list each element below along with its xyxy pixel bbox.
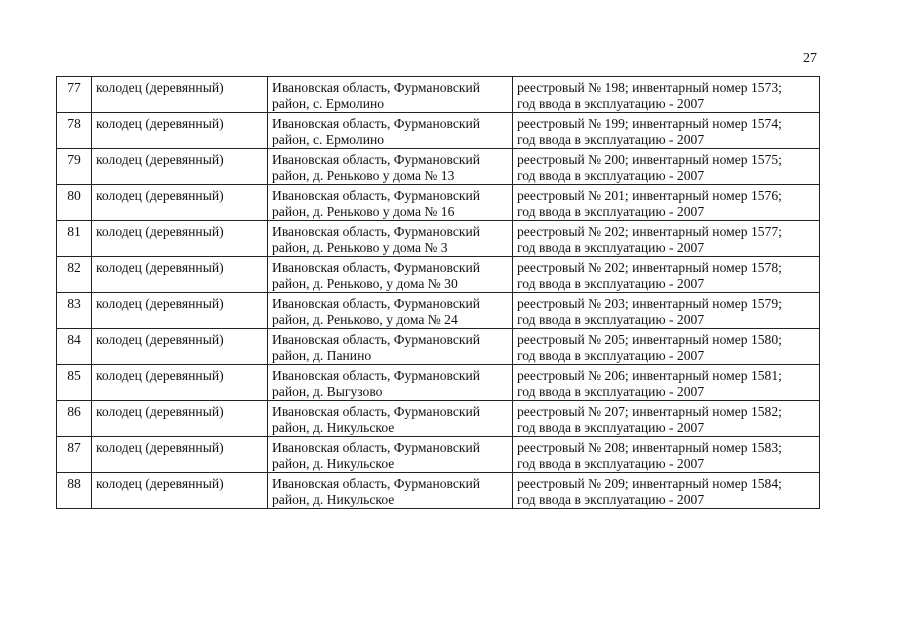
address-line: район, д. Никульское xyxy=(272,420,395,435)
characteristics-line: год ввода в эксплуатацию - 2007 xyxy=(517,492,705,507)
characteristics-line: реестровый № 203; инвентарный номер 1579; xyxy=(517,296,782,311)
object-address xyxy=(268,257,513,293)
address-line: Ивановская область, Фурмановский xyxy=(272,224,481,239)
row-number: 78 xyxy=(57,113,92,149)
object-name: колодец (деревянный) xyxy=(92,473,268,509)
object-characteristics xyxy=(513,149,820,185)
object-address xyxy=(268,185,513,221)
object-address xyxy=(268,401,513,437)
object-address xyxy=(268,221,513,257)
address-line: Ивановская область, Фурмановский xyxy=(272,476,481,491)
address-line: Ивановская область, Фурмановский xyxy=(272,80,481,95)
characteristics-line: реестровый № 201; инвентарный номер 1576; xyxy=(517,188,782,203)
object-name: колодец (деревянный) xyxy=(92,185,268,221)
object-address xyxy=(268,365,513,401)
characteristics-line: год ввода в эксплуатацию - 2007 xyxy=(517,420,705,435)
row-number: 86 xyxy=(57,401,92,437)
address-line: район, д. Выгузово xyxy=(272,384,383,399)
object-characteristics xyxy=(513,293,820,329)
row-number: 85 xyxy=(57,365,92,401)
object-name: колодец (деревянный) xyxy=(92,365,268,401)
object-characteristics xyxy=(513,365,820,401)
object-address xyxy=(268,293,513,329)
object-characteristics xyxy=(513,77,820,113)
address-line: район, д. Реньково у дома № 3 xyxy=(272,240,448,255)
object-name: колодец (деревянный) xyxy=(92,437,268,473)
table-row xyxy=(57,437,820,473)
characteristics-line: год ввода в эксплуатацию - 2007 xyxy=(517,384,705,399)
address-line: Ивановская область, Фурмановский xyxy=(272,116,481,131)
table-row xyxy=(57,77,820,113)
table-row xyxy=(57,221,820,257)
row-number: 81 xyxy=(57,221,92,257)
page-number: 27 xyxy=(803,51,817,66)
row-number: 83 xyxy=(57,293,92,329)
table-row xyxy=(57,329,820,365)
address-line: район, с. Ермолино xyxy=(272,96,385,111)
characteristics-line: реестровый № 199; инвентарный номер 1574; xyxy=(517,116,782,131)
table-row xyxy=(57,293,820,329)
table-row xyxy=(57,365,820,401)
object-characteristics xyxy=(513,257,820,293)
characteristics-line: год ввода в эксплуатацию - 2007 xyxy=(517,312,705,327)
address-line: Ивановская область, Фурмановский xyxy=(272,332,481,347)
characteristics-line: год ввода в эксплуатацию - 2007 xyxy=(517,276,705,291)
characteristics-line: год ввода в эксплуатацию - 2007 xyxy=(517,240,705,255)
object-address xyxy=(268,113,513,149)
object-characteristics xyxy=(513,329,820,365)
object-characteristics xyxy=(513,401,820,437)
row-number: 87 xyxy=(57,437,92,473)
object-address xyxy=(268,473,513,509)
row-number: 88 xyxy=(57,473,92,509)
characteristics-line: реестровый № 205; инвентарный номер 1580; xyxy=(517,332,782,347)
table-row xyxy=(57,401,820,437)
characteristics-line: год ввода в эксплуатацию - 2007 xyxy=(517,204,705,219)
characteristics-line: реестровый № 207; инвентарный номер 1582; xyxy=(517,404,782,419)
characteristics-line: год ввода в эксплуатацию - 2007 xyxy=(517,348,705,363)
characteristics-line: реестровый № 202; инвентарный номер 1577; xyxy=(517,224,782,239)
characteristics-line: реестровый № 209; инвентарный номер 1584; xyxy=(517,476,782,491)
row-number: 84 xyxy=(57,329,92,365)
object-characteristics xyxy=(513,437,820,473)
address-line: Ивановская область, Фурмановский xyxy=(272,188,481,203)
object-characteristics xyxy=(513,185,820,221)
characteristics-line: реестровый № 202; инвентарный номер 1578; xyxy=(517,260,782,275)
object-name: колодец (деревянный) xyxy=(92,401,268,437)
registry-table xyxy=(56,76,820,509)
address-line: район, д. Никульское xyxy=(272,456,395,471)
address-line: Ивановская область, Фурмановский xyxy=(272,260,481,275)
address-line: Ивановская область, Фурмановский xyxy=(272,368,481,383)
characteristics-line: реестровый № 198; инвентарный номер 1573; xyxy=(517,80,782,95)
address-line: район, д. Панино xyxy=(272,348,372,363)
table-body xyxy=(57,77,820,509)
address-line: район, д. Реньково, у дома № 30 xyxy=(272,276,458,291)
table-row xyxy=(57,257,820,293)
characteristics-line: год ввода в эксплуатацию - 2007 xyxy=(517,168,705,183)
address-line: Ивановская область, Фурмановский xyxy=(272,152,481,167)
object-address xyxy=(268,149,513,185)
table-row xyxy=(57,185,820,221)
object-name: колодец (деревянный) xyxy=(92,149,268,185)
address-line: район, д. Никульское xyxy=(272,492,395,507)
characteristics-line: год ввода в эксплуатацию - 2007 xyxy=(517,96,705,111)
address-line: Ивановская область, Фурмановский xyxy=(272,296,481,311)
address-line: Ивановская область, Фурмановский xyxy=(272,440,481,455)
object-characteristics xyxy=(513,113,820,149)
row-number: 77 xyxy=(57,77,92,113)
object-characteristics xyxy=(513,473,820,509)
object-name: колодец (деревянный) xyxy=(92,293,268,329)
table-row xyxy=(57,149,820,185)
address-line: район, с. Ермолино xyxy=(272,132,385,147)
characteristics-line: реестровый № 208; инвентарный номер 1583; xyxy=(517,440,782,455)
row-number: 79 xyxy=(57,149,92,185)
address-line: район, д. Реньково у дома № 13 xyxy=(272,168,455,183)
table-row xyxy=(57,113,820,149)
object-address xyxy=(268,77,513,113)
characteristics-line: год ввода в эксплуатацию - 2007 xyxy=(517,456,705,471)
object-name: колодец (деревянный) xyxy=(92,221,268,257)
table-row xyxy=(57,473,820,509)
object-address xyxy=(268,329,513,365)
object-name: колодец (деревянный) xyxy=(92,329,268,365)
row-number: 80 xyxy=(57,185,92,221)
object-characteristics xyxy=(513,221,820,257)
characteristics-line: реестровый № 206; инвентарный номер 1581; xyxy=(517,368,782,383)
object-address xyxy=(268,437,513,473)
address-line: район, д. Реньково, у дома № 24 xyxy=(272,312,458,327)
object-name: колодец (деревянный) xyxy=(92,77,268,113)
row-number: 82 xyxy=(57,257,92,293)
object-name: колодец (деревянный) xyxy=(92,257,268,293)
address-line: Ивановская область, Фурмановский xyxy=(272,404,481,419)
address-line: район, д. Реньково у дома № 16 xyxy=(272,204,455,219)
characteristics-line: реестровый № 200; инвентарный номер 1575; xyxy=(517,152,782,167)
characteristics-line: год ввода в эксплуатацию - 2007 xyxy=(517,132,705,147)
object-name: колодец (деревянный) xyxy=(92,113,268,149)
